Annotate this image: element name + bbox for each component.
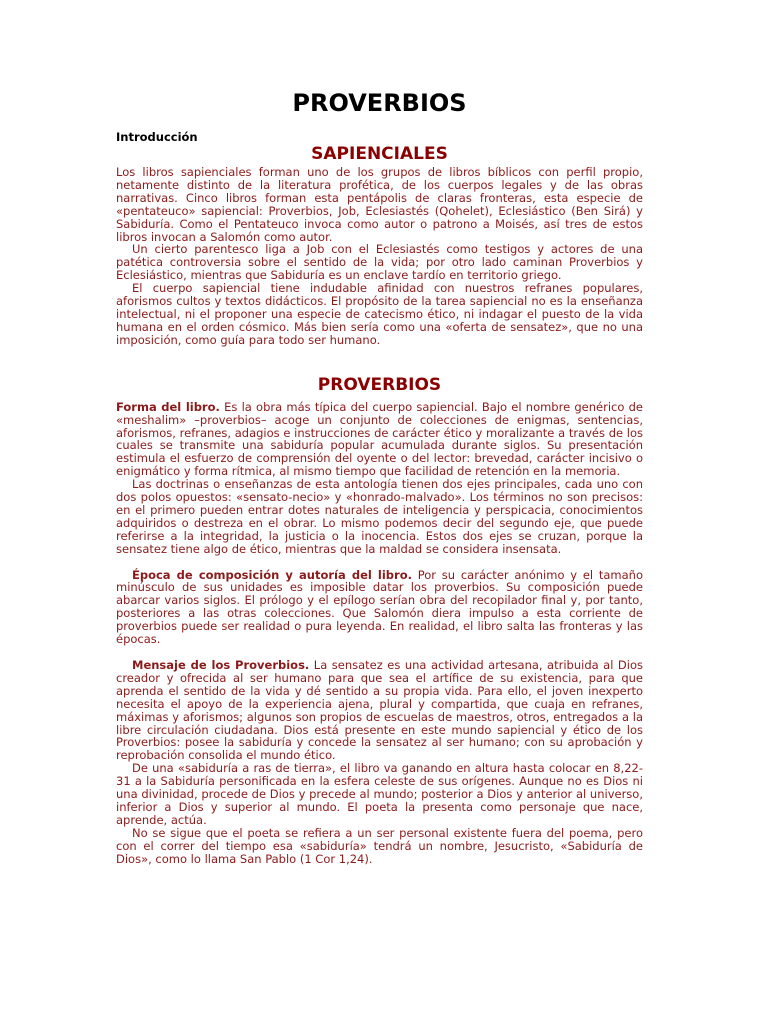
paragraph-sapienciales-2: Un cierto parentesco liga a Job con el Eclesiastés como testigos y actores de una patética controversia sobre el sentido de la vida; por otro lado caminan Proverbios y Eclesiástico, mientras que Sabiduría es un enclave tardío en territorio griego.: [116, 242, 643, 283]
paragraph-lead-epoca: Época de composición y autoría del libro.: [132, 567, 412, 582]
section-heading-proverbios: PROVERBIOS: [317, 374, 442, 395]
paragraph-lead-forma: Forma del libro.: [116, 399, 220, 414]
paragraph-poeta: No se sigue que el poeta se refiera a un ser personal existente fuera del poema, pero con el correr del tiempo esa «sabiduría» tendrá un nombre, Jesucristo, «Sabiduría de Dios», como lo llama San Pablo (1 Cor 1,24).: [116, 825, 643, 866]
paragraph-text-mensaje: La sensatez es una actividad artesana, atribuida al Dios creador y ofrecida al ser humano para que sea el artífice de su existencia, para que aprenda el sentido de la vida y dé sentido a su propia vida. Para ello, el joven inexperto necesita el apoyo de la experiencia ajena, plural y compartida, que cuaja en refranes, máximas y aforismos; algunos son propios de escuelas de maestros, otros, entregados a la libre circulación ciudadana. Dios está presente en este mundo sapiencial y ético de los Proverbios: posee la sabiduría y concede la sensatez al ser humano; con su aprobación y reprobación consolida el mundo ético.: [116, 658, 643, 763]
paragraph-sabiduria: De una «sabiduría a ras de tierra», el libro va ganando en altura hasta colocar en 8,22-31 a la Sabiduría personificada en la esfera celeste de sus orígenes. Aunque no es Dios ni una divinidad, procede de Dios y precede al mundo; posterior a Dios y anterior al universo, inferior a Dios y superior al mundo. El poeta la presenta como personaje que nace, aprende, actúa.: [116, 761, 643, 827]
paragraph-mensaje: [116, 659, 643, 762]
paragraph-sapienciales-1: Los libros sapienciales forman uno de los grupos de libros bíblicos con perfil propio, netamente distinto de la literatura profética, de los cuerpos legales y de las obras narrativas. Cinco libros forman esta pentápolis de claras fronteras, esta especie de «pentateuco» sapiencial: Proverbios, Job, Eclesiastés (Qohelet), Eclesiástico (Ben Sirá) y Sabiduría. Como el Pentateuco invoca como autor o patrono a Moisés, así tres de estos libros invocan a Salomón como autor.: [116, 165, 643, 244]
section-heading-sapienciales: SAPIENCIALES: [311, 144, 448, 164]
document-page: [116, 86, 643, 866]
intro-label: Introducción: [116, 130, 198, 144]
paragraph-lead-mensaje: Mensaje de los Proverbios.: [132, 658, 310, 672]
paragraph-sapienciales-3: El cuerpo sapiencial tiene indudable afinidad con nuestros refranes populares, aforismos cultos y textos didácticos. El propósito de la tarea sapiencial no es la enseñanza intelectual, ni el proponer una especie de catecismo ético, ni indagar el puesto de la vida humana en el orden cósmico. Más bien sería como una «oferta de sensatez», que no una imposición, como guía para todo ser humano.: [116, 281, 643, 347]
paragraph-text-forma: Es la obra más típica del cuerpo sapiencial. Bajo el nombre genérico de «meshalim» –proverbios– acoge un conjunto de colecciones de enigmas, sentencias, aforismos, refranes, adagios e instrucciones de carácter ético y moralizante a través de los cuales se transmite una sabiduría popular acumulada durante siglos. Su presentación estimula el esfuerzo de comprensión del oyente o del lector: brevedad, carácter incisivo o enigmático y forma rítmica, al mismo tiempo que facilidad de retención en la memoria.: [116, 399, 643, 479]
paragraph-forma: [116, 401, 643, 478]
paragraph-epoca: [116, 569, 643, 646]
paragraph-doctrinas: Las doctrinas o enseñanzas de esta antología tienen dos ejes principales, cada uno con dos polos opuestos: «sensato-necio» y «honrado-malvado». Los términos no son precisos: en el primero pueden entrar dotes naturales de inteligencia y perspicacia, conocimientos adquiridos o destreza en el obrar. Lo mismo podemos decir del segundo eje, que puede referirse a la integridad, la justicia o la inocencia. Estos dos ejes se cruzan, porque la sensatez tiene algo de ético, mientras que la maldad se considera insensata.: [116, 477, 643, 556]
page-title: PROVERBIOS: [292, 89, 467, 117]
paragraph-text-epoca: Por su carácter anónimo y el tamaño minúsculo de sus unidades es imposible datar los proverbios. Su composición puede abarcar varios siglos. El prólogo y el epílogo serían obra del recopilador final y, por tanto, posteriores a las otras colecciones. Que Salomón diera impulso a esta corriente de proverbios puede ser realidad o pura leyenda. En realidad, el libro salta las fronteras y las épocas.: [116, 567, 643, 647]
